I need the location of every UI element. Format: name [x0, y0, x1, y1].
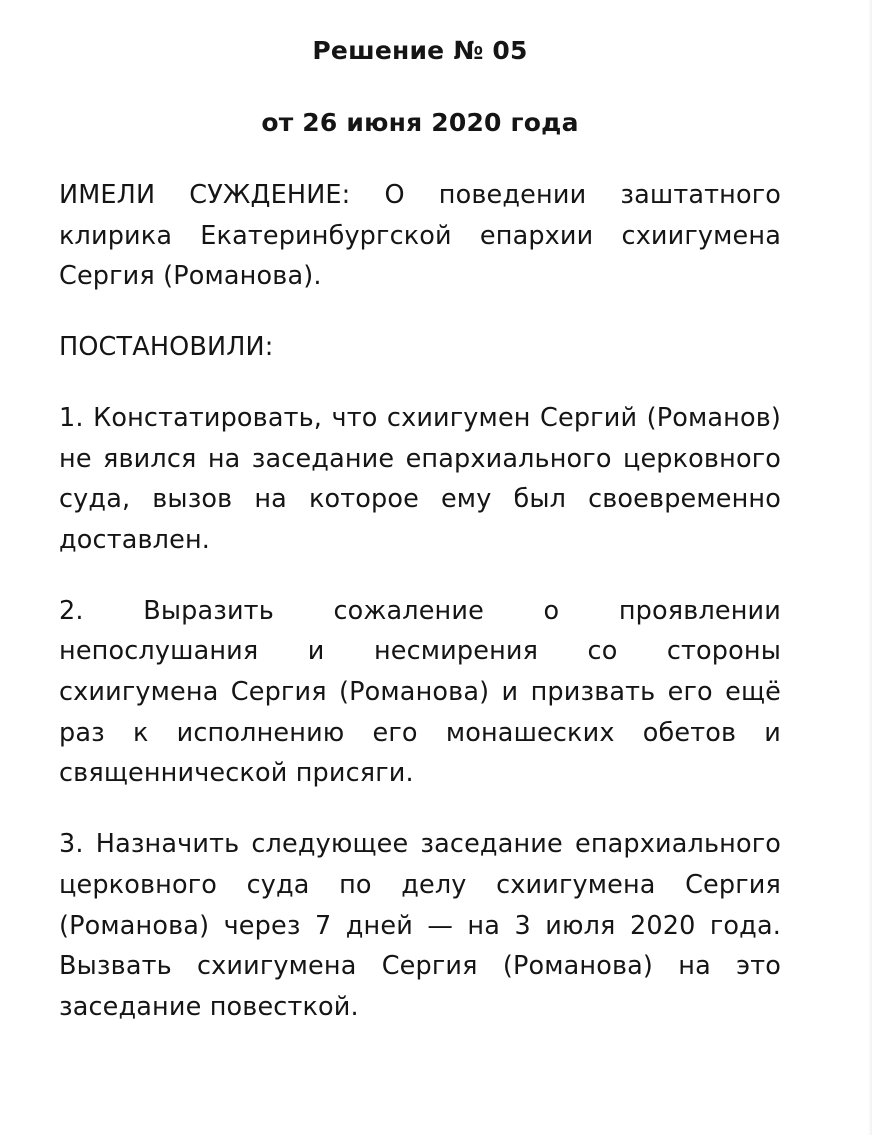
page-edge-shadow [868, 0, 872, 1135]
resolved-heading: ПОСТАНОВИЛИ: [59, 332, 274, 363]
document-date: от 26 июня 2020 года [261, 108, 579, 137]
resolution-item-1: 1. Констатировать, что схиигумен Сергий (Романов) не явился на заседание епархиального церковного суда, вызов на которое ему был своевременно доставлен. [59, 402, 781, 555]
resolution-item-3: 3. Назначить следующее заседание епархиального церковного суда по делу схиигумена Сергия (Романова) через 7 дней — на 3 июля 2020 года. Вызвать схиигумена Сергия (Романова) на это заседание повесткой. [59, 829, 781, 1022]
document-title: Решение № 05 [312, 36, 528, 65]
resolution-item-2: 2. Выразить сожаление о проявлении непослушания и несмирения со стороны схиигумена Сергия (Романова) и призвать его ещё раз к исполнению его монашеских обетов и священнической присяги. [59, 595, 781, 789]
considered-paragraph: ИМЕЛИ СУЖДЕНИЕ: О поведении заштатного клирика Екатеринбургской епархии схиигумена Сергия (Романова). [59, 180, 781, 292]
document-body [59, 175, 781, 1058]
